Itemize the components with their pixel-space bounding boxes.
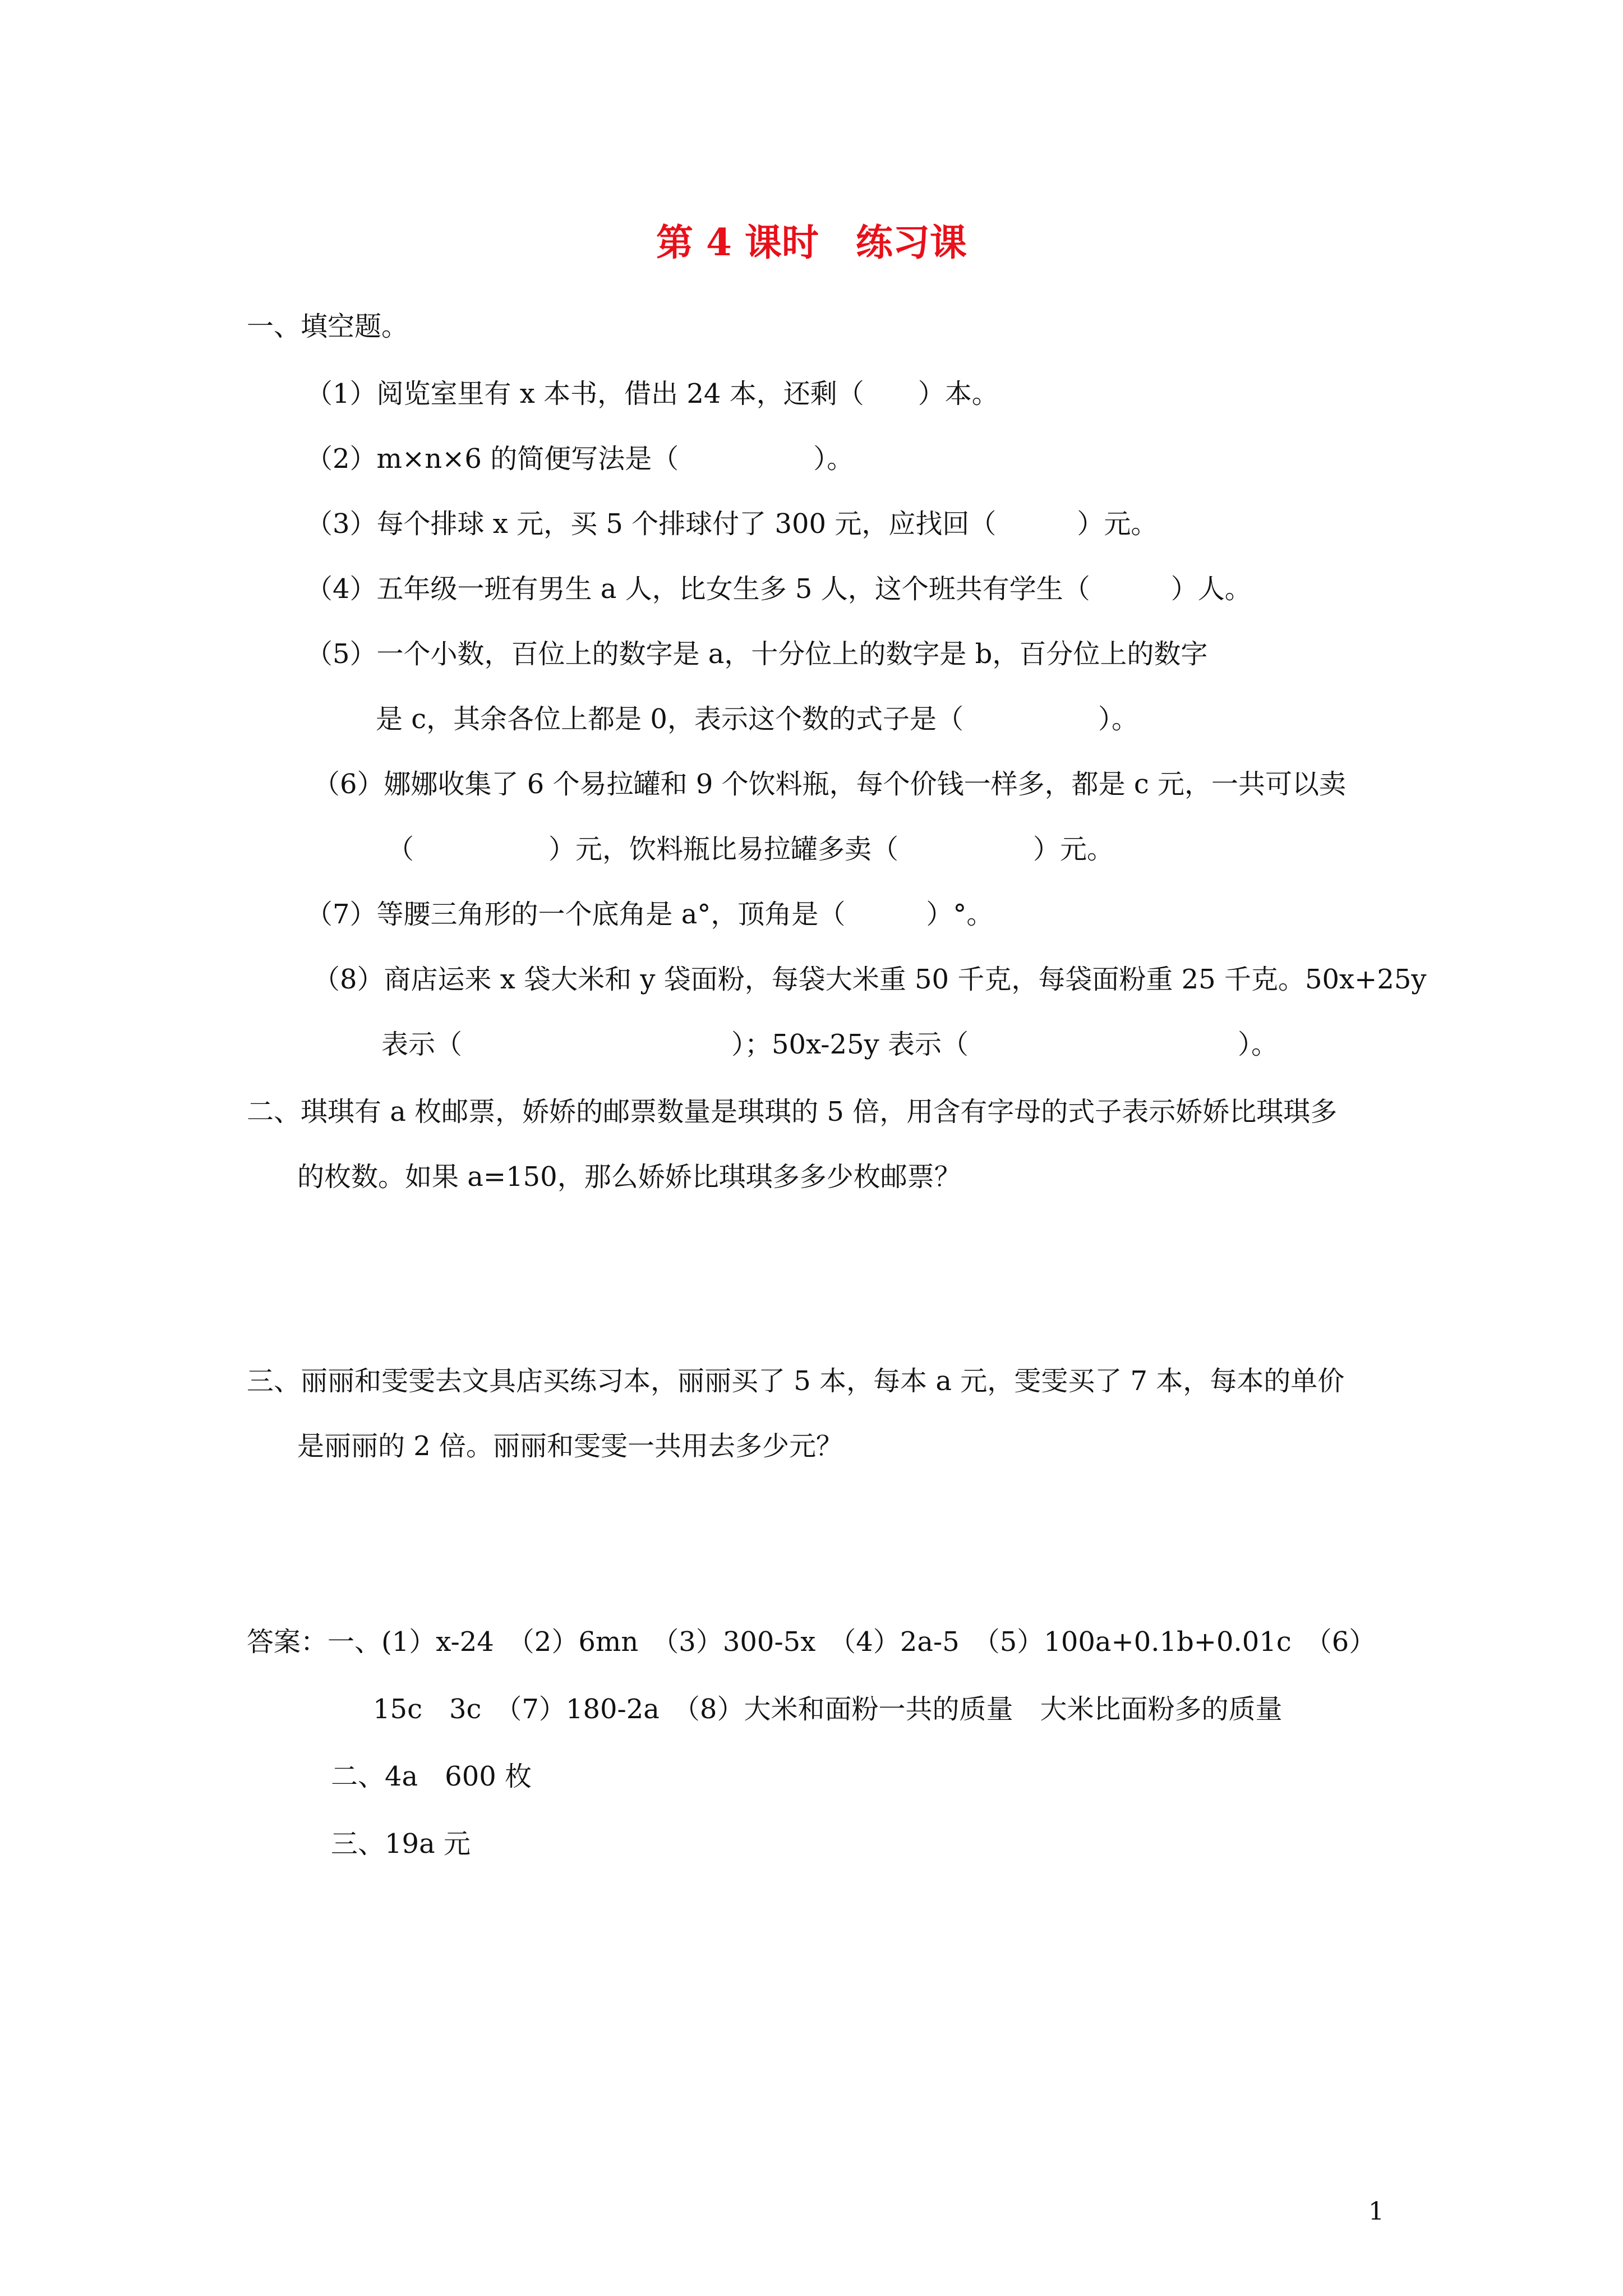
question-1-8-line-1: （8）商店运来 x 袋大米和 y 袋面粉，每袋大米重 50 千克，每袋面粉重 25 千克。50x+25y xyxy=(313,964,1427,995)
section-1-heading: 一、填空题。 xyxy=(247,311,409,342)
page-number: 1 xyxy=(1368,2197,1384,2226)
question-1-3: （3）每个排球 x 元，买 5 个排球付了 300 元，应找回（ ）元。 xyxy=(306,508,1158,540)
page-title: 第 4 课时 练习课 xyxy=(656,220,967,264)
question-1-1: （1）阅览室里有 x 本书，借出 24 本，还剩（ ）本。 xyxy=(306,378,999,409)
answers-line-4: 三、19a 元 xyxy=(331,1828,471,1860)
question-1-6-line-1: （6）娜娜收集了 6 个易拉罐和 9 个饮料瓶，每个价钱一样多，都是 c 元，一共可以卖 xyxy=(313,769,1347,800)
question-1-5-line-2: 是 c，其余各位上都是 0，表示这个数的式子是（ ）。 xyxy=(376,703,1138,735)
answers-line-2: 15c 3c （7）180-2a （8）大米和面粉一共的质量 大米比面粉多的质量 xyxy=(373,1694,1283,1725)
answers-line-3: 二、4a 600 枚 xyxy=(331,1761,532,1792)
answers-line-1: 答案：一、(1）x-24 （2）6mn （3）300-5x （4）2a-5 （5）100a+0.1b+0.01c （6） xyxy=(247,1626,1376,1658)
question-1-4: （4）五年级一班有男生 a 人，比女生多 5 人，这个班共有学生（ ）人。 xyxy=(306,573,1252,605)
question-1-6-line-2: （ ）元，饮料瓶比易拉罐多卖（ ）元。 xyxy=(387,834,1114,865)
question-1-2: （2）m×n×6 的简便写法是（ ）。 xyxy=(306,443,854,475)
question-1-8-line-2: 表示（ ）；50x-25y 表示（ ）。 xyxy=(381,1029,1278,1060)
question-1-7: （7）等腰三角形的一个底角是 a°，顶角是（ ）°。 xyxy=(306,899,994,930)
section-3-line-1: 三、丽丽和雯雯去文具店买练习本，丽丽买了 5 本，每本 a 元，雯雯买了 7 本，每本的单价 xyxy=(247,1365,1345,1397)
section-2-line-1: 二、琪琪有 a 枚邮票，娇娇的邮票数量是琪琪的 5 倍，用含有字母的式子表示娇娇比琪琪多 xyxy=(247,1096,1338,1128)
section-2-line-2: 的枚数。如果 a=150，那么娇娇比琪琪多多少枚邮票？ xyxy=(297,1161,961,1193)
question-1-5-line-1: （5）一个小数，百位上的数字是 a，十分位上的数字是 b，百分位上的数字 xyxy=(306,638,1208,670)
section-3-line-2: 是丽丽的 2 倍。丽丽和雯雯一共用去多少元？ xyxy=(297,1430,843,1462)
